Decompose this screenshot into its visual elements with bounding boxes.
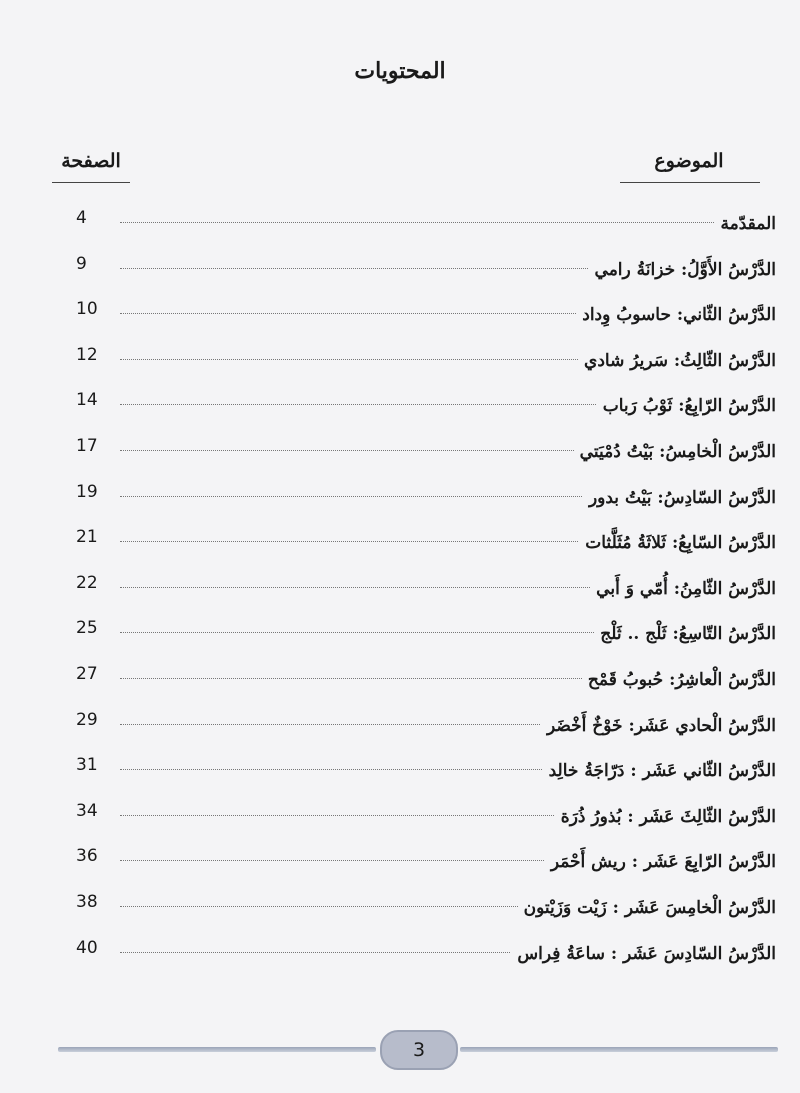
toc-page-number: 29 (76, 709, 98, 730)
toc-row (70, 610, 776, 656)
toc-topic: المقدّمة (715, 214, 776, 234)
toc-topic: الدَّرْسُ الأَوَّلُ: خزانَةُ رامي (589, 260, 776, 280)
toc-topic: الدَّرْسُ الْخامِسَ عَشَر : زَيْت وَزَيْتون (518, 898, 776, 918)
toc-page-number: 25 (76, 618, 98, 639)
toc-row (70, 884, 776, 930)
toc-topic: الدَّرْسُ الرّابِعُ: ثَوْبُ رَباب (597, 396, 776, 416)
toc-page-number: 4 (76, 208, 87, 228)
toc-topic: الدَّرْسُ السّادِسُ: بَيْتُ بدور (583, 488, 776, 508)
toc-row (70, 428, 776, 474)
header-underline-left (52, 182, 130, 183)
toc-topic: الدَّرْسُ الثّامِنُ: أُمّي وَ أَبي (590, 579, 776, 599)
footer-line-left (58, 1047, 376, 1052)
toc-page-number: 14 (76, 390, 98, 411)
toc-row (70, 747, 776, 793)
toc-topic: الدَّرْسُ السّابِعُ: ثَلاثَةُ مُثَلَّثات (579, 533, 776, 553)
toc-topic: الدَّرْسُ السّادِسَ عَشَر : ساعَةُ فِراس (511, 944, 776, 964)
toc-row (70, 793, 776, 839)
toc-page-number: 40 (76, 937, 98, 958)
toc-page-number: 27 (76, 663, 98, 684)
toc-topic: الدَّرْسُ الْخامِسُ: بَيْتُ دُمْيَتي (574, 442, 776, 462)
toc-topic: الدَّرْسُ الثّاني عَشَر : دَرّاجَةُ خالِد (543, 761, 776, 781)
toc-topic: الدَّرْسُ الثّاني: حاسوبُ وِداد (576, 305, 776, 325)
toc-topic: الدَّرْسُ الرّابِعَ عَشَر : ريش أَحْمَر (545, 852, 776, 872)
toc-page-number: 9 (76, 253, 87, 274)
page-title: المحتويات (354, 58, 446, 84)
toc-page-number: 31 (76, 755, 98, 776)
toc-topic: الدَّرْسُ الْحادي عَشَر: خَوْخٌ أَخْضَر (541, 716, 776, 736)
toc-row (70, 200, 776, 246)
toc-row (70, 246, 776, 292)
page-number-badge: 3 (380, 1030, 458, 1070)
toc-page-number: 22 (76, 572, 98, 593)
toc-row (70, 656, 776, 702)
topic-column-header: الموضوع (654, 150, 724, 172)
toc-row (70, 702, 776, 748)
toc-page-number: 21 (76, 527, 98, 548)
toc-page-number: 19 (76, 481, 98, 502)
toc-page-number: 12 (76, 344, 98, 365)
toc-row (70, 337, 776, 383)
toc-page-number: 17 (76, 435, 98, 456)
toc-page-number: 36 (76, 846, 98, 867)
toc-topic: الدَّرْسُ الثّالِثُ: سَريرُ شادي (578, 351, 776, 371)
toc-page-number: 10 (76, 299, 98, 320)
toc-row (70, 382, 776, 428)
toc-page-number: 38 (76, 891, 98, 912)
header-underline-right (620, 182, 760, 183)
toc-page-number: 34 (76, 800, 98, 821)
toc-topic: الدَّرْسُ الثّالِثَ عَشَر : بُذورُ ذُرَة (555, 807, 776, 827)
toc-topic: الدَّرْسُ التّاسِعُ: ثَلْج .. ثَلْج (594, 624, 776, 644)
table-of-contents (70, 200, 776, 975)
dot-leader (120, 222, 776, 223)
toc-row (70, 519, 776, 565)
toc-row (70, 291, 776, 337)
footer-line-right (460, 1047, 778, 1052)
toc-row (70, 565, 776, 611)
page-column-header: الصفحة (61, 150, 121, 172)
toc-row (70, 930, 776, 976)
toc-row (70, 838, 776, 884)
toc-topic: الدَّرْسُ الْعاشِرُ: حُبوبُ قَمْح (582, 670, 776, 690)
toc-row (70, 474, 776, 520)
